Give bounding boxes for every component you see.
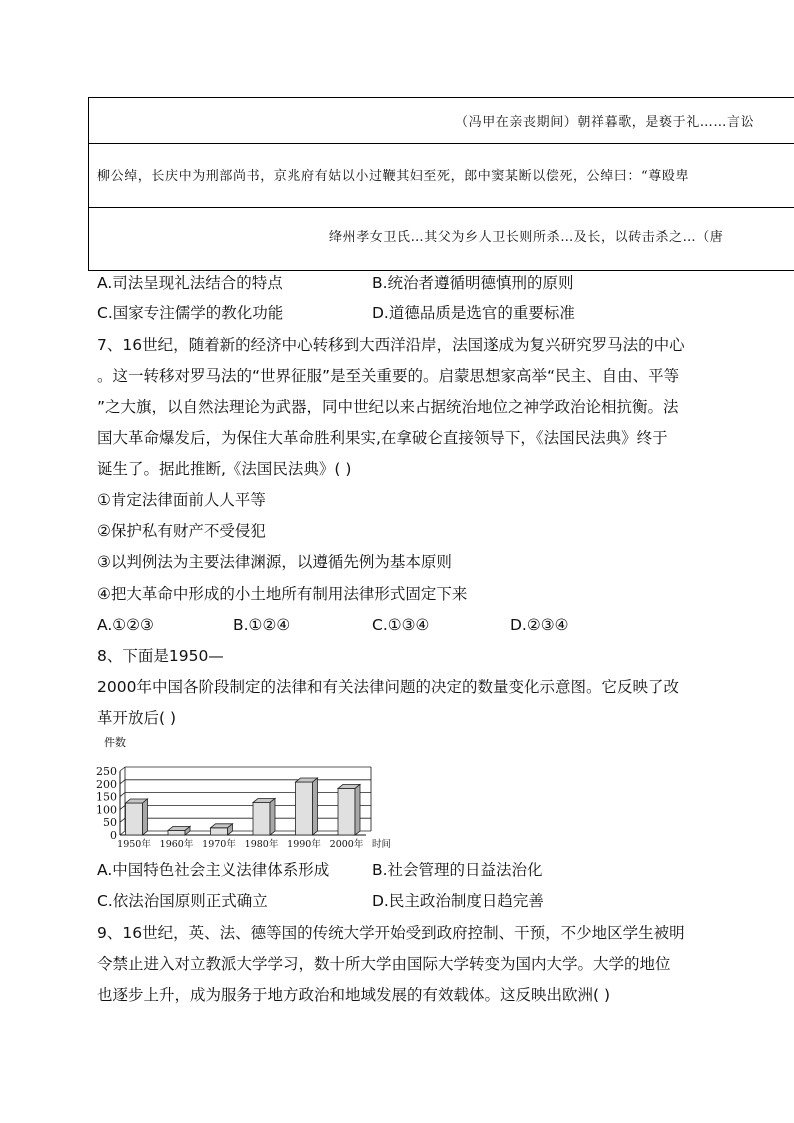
q9-line: 也逐步上升，成为服务于地方政治和地域发展的有效载体。这反映出欧洲( ) bbox=[97, 986, 611, 1004]
gridline-depth bbox=[120, 767, 125, 771]
bar-side bbox=[143, 799, 148, 835]
q8-option-b: B.社会管理的日益法治化 bbox=[372, 861, 543, 879]
q7-option-d: D.②③④ bbox=[510, 616, 569, 634]
x-tick-label: 1980年 bbox=[244, 839, 279, 850]
y-axis-label: 件数 bbox=[104, 736, 126, 749]
q8-line: 2000年中国各阶段制定的法律和有关法律问题的决定的数量变化示意图。它反映了改 bbox=[97, 678, 679, 696]
q7-line: ”之大旗，以自然法理论为武器，同中世纪以来占据统治地位之神学政治论相抗衡。法 bbox=[97, 398, 679, 416]
q7-line: 国大革命爆发后，为保住大革命胜利果实,在拿破仑直接领导下，《法国民法典》终于 bbox=[97, 429, 668, 447]
q7-item: ①肯定法律面前人人平等 bbox=[97, 491, 266, 509]
table-cell-text: 绛州孝女卫氏…其父为乡人卫长则所杀…及长，以砖击杀之…（唐 bbox=[329, 230, 724, 245]
q8-option-c: C.依法治国原则正式确立 bbox=[97, 892, 268, 910]
gridline-depth bbox=[120, 793, 125, 797]
bar bbox=[338, 788, 355, 835]
table-cell-text: 柳公绰，长庆中为刑部尚书，京兆府有姑以小过鞭其妇至死，郎中窦某断以偿死，公绰曰：“尊殴卑 bbox=[97, 169, 690, 184]
bar bbox=[168, 830, 185, 835]
x-tick-label: 1990年 bbox=[287, 839, 321, 850]
q6-option-a: A.司法呈现礼法结合的特点 bbox=[97, 274, 283, 292]
gridline-depth bbox=[120, 831, 125, 835]
q7-item: ③以判例法为主要法律渊源，以遵循先例为基本原则 bbox=[97, 553, 452, 571]
x-tick-label: 2000年 bbox=[329, 839, 364, 850]
q7-line: 7、16世纪，随着新的经济中心转移到大西洋沿岸，法国遂成为复兴研究罗马法的中心 bbox=[97, 336, 685, 354]
q7-item: ④把大革命中形成的小土地所有制用法律形式固定下来 bbox=[97, 585, 468, 603]
x-tick-label: 1970年 bbox=[202, 839, 236, 850]
quote-table bbox=[88, 97, 794, 271]
q7-line: 诞生了。据此推断,《法国民法典》( ) bbox=[97, 460, 352, 478]
q9-line: 令禁止进入对立教派大学学习，数十所大学由国际大学转变为国内大学。大学的地位 bbox=[97, 955, 671, 973]
q7-line: 。这一转移对罗马法的“世界征服”是至关重要的。启蒙思想家高举“民主、自由、平等 bbox=[97, 367, 680, 385]
q8-line: 革开放后( ) bbox=[97, 709, 177, 727]
x-tick-label: 1960年 bbox=[159, 839, 194, 850]
q6-option-b: B.统治者遵循明德慎刑的原则 bbox=[372, 274, 574, 292]
bar bbox=[126, 803, 143, 835]
table-row bbox=[89, 98, 794, 144]
table-row bbox=[89, 144, 794, 208]
q6-option-c: C.国家专注儒学的教化功能 bbox=[97, 304, 284, 322]
y-tick-label: 250 bbox=[96, 765, 117, 778]
table-row bbox=[89, 208, 794, 271]
bar bbox=[211, 828, 228, 835]
bar bbox=[253, 802, 270, 835]
law-count-bar-chart bbox=[96, 734, 396, 854]
q8-line: 8、下面是1950— bbox=[97, 647, 224, 665]
table-cell-text: （冯甲在亲丧期间）朝祥暮歌，是亵于礼……言讼 bbox=[455, 115, 755, 130]
y-tick-label: 0 bbox=[110, 829, 117, 842]
gridline-depth bbox=[120, 818, 125, 822]
q8-option-d: D.民主政治制度日趋完善 bbox=[372, 892, 544, 910]
y-tick-label: 150 bbox=[96, 790, 117, 804]
x-tick-label: 1950年 bbox=[117, 839, 151, 850]
y-tick-label: 200 bbox=[96, 777, 117, 791]
q7-option-b: B.①②④ bbox=[233, 616, 291, 634]
gridline-depth bbox=[120, 805, 125, 809]
gridline-depth bbox=[120, 780, 125, 784]
q7-item: ②保护私有财产不受侵犯 bbox=[97, 522, 266, 540]
q9-line: 9、16世纪，英、法、德等国的传统大学开始受到政府控制、干预，不少地区学生被明 bbox=[97, 924, 685, 942]
bar-side bbox=[313, 778, 318, 835]
q7-option-c: C.①③④ bbox=[372, 616, 430, 634]
q7-option-a: A.①②③ bbox=[97, 616, 154, 634]
bar-side bbox=[355, 784, 360, 835]
q8-option-a: A.中国特色社会主义法律体系形成 bbox=[97, 861, 330, 879]
y-tick-label: 100 bbox=[96, 803, 117, 817]
x-axis-label: 时间 bbox=[372, 839, 392, 850]
bar-side bbox=[270, 798, 275, 835]
y-tick-label: 50 bbox=[103, 816, 117, 830]
bar bbox=[296, 782, 313, 835]
q6-option-d: D.道德品质是选官的重要标准 bbox=[372, 304, 575, 322]
